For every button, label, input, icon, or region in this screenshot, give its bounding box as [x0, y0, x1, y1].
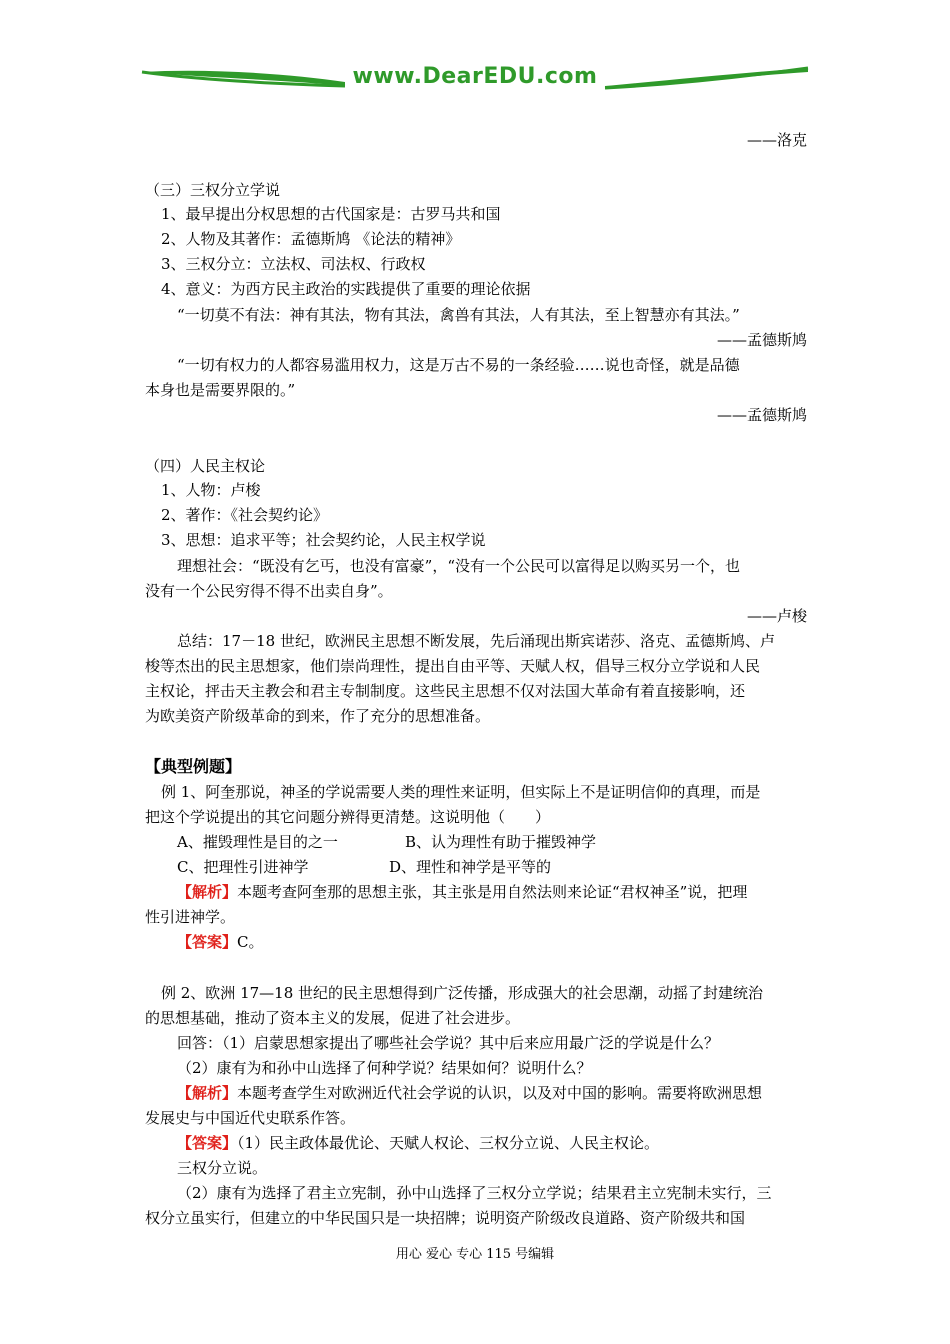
options-row — [177, 856, 551, 878]
ideal-society-text: 理想社会：“既没有乞丐，也没有富豪”，“没有一个公民可以富得足以购买另一个，也 — [177, 557, 741, 575]
example-2-answer — [177, 1132, 659, 1154]
ideal-society-text-cont: 没有一个公民穷得不得不出卖自身”。 — [145, 582, 393, 600]
answer-text: C。 — [237, 933, 264, 951]
list-item: 2、著作：《社会契约论》 — [161, 506, 329, 524]
option-d: D、理性和神学是平等的 — [389, 858, 552, 876]
quote-montesquieu-2-cont: 本身也是需要界限的。” — [145, 381, 296, 399]
list-item: 3、三权分立：立法权、司法权、行政权 — [161, 255, 426, 273]
example-2-prompt-2: （2）康有为和孙中山选择了何种学说？结果如何？说明什么？ — [177, 1059, 592, 1077]
answer-label: 【答案】 — [177, 933, 238, 951]
answer-label: 【答案】 — [177, 1134, 238, 1152]
summary-paragraph: 梭等杰出的民主思想家，他们崇尚理性，提出自由平等、天赋人权，倡导三权分立学说和人民 — [145, 657, 761, 675]
analysis-text: 本题考查学生对欧洲近代社会学说的认识，以及对中国的影响。需要将欧洲思想 — [237, 1084, 763, 1102]
attribution-rousseau: ——卢梭 — [746, 607, 807, 625]
list-item: 1、人物：卢梭 — [161, 481, 261, 499]
example-2-prompt-1: 回答：（1）启蒙思想家提出了哪些社会学说？其中后来应用最广泛的学说是什么？ — [177, 1034, 720, 1052]
attribution-montesquieu: ——孟德斯鸠 — [716, 406, 807, 424]
example-2-question: 例 2、欧洲 17—18 世纪的民主思想得到广泛传播，形成强大的社会思潮，动摇了封建统治 — [161, 984, 764, 1002]
attribution-montesquieu: ——孟德斯鸠 — [716, 331, 807, 349]
quote-montesquieu-1: “一切莫不有法：神有其法，物有其法，禽兽有其法，人有其法，至上智慧亦有其法。” — [177, 306, 740, 324]
example-2-analysis — [177, 1082, 762, 1104]
header-banner — [140, 62, 810, 94]
list-item: 3、思想：追求平等；社会契约论，人民主权学说 — [161, 531, 486, 549]
example-1-question-cont: 把这个学说提出的其它问题分辨得更清楚。这说明他（ ） — [145, 808, 551, 826]
summary-paragraph: 为欧美资产阶级革命的到来，作了充分的思想准备。 — [145, 707, 491, 725]
example-2-answer-cont: 权分立虽实行，但建立的中华民国只是一块招牌；说明资产阶级改良道路、资产阶级共和国 — [145, 1209, 746, 1227]
section-title-popular-sovereignty: （四）人民主权论 — [145, 457, 266, 475]
analysis-label: 【解析】 — [177, 883, 238, 901]
option-a: A、摧毁理性是目的之一 — [177, 833, 338, 851]
analysis-text: 本题考查阿奎那的思想主张，其主张是用自然法则来论证“君权神圣”说，把理 — [237, 883, 748, 901]
example-1-analysis-cont: 性引进神学。 — [145, 908, 236, 926]
example-1-question: 例 1、阿奎那说，神圣的学说需要人类的理性来证明，但实际上不是证明信仰的真理，而是 — [161, 783, 761, 801]
quote-montesquieu-2: “一切有权力的人都容易滥用权力，这是万古不易的一条经验……说也奇怪，就是品德 — [177, 356, 740, 374]
example-1-answer — [177, 931, 264, 953]
site-logo[interactable]: www.DearEDU.com — [352, 64, 598, 89]
summary-paragraph: 主权论，抨击天主教会和君主专制制度。这些民主思想不仅对法国大革命有着直接影响，还 — [145, 682, 746, 700]
summary-paragraph: 总结：17－18 世纪，欧洲民主思想不断发展，先后涌现出斯宾诺莎、洛克、孟德斯鸠、卢 — [177, 632, 775, 650]
attribution-locke: ——洛克 — [746, 131, 807, 149]
option-c: C、把理性引进神学 — [177, 858, 309, 876]
list-item: 1、最早提出分权思想的古代国家是：古罗马共和国 — [161, 205, 501, 223]
example-2-analysis-cont: 发展史与中国近代史联系作答。 — [145, 1109, 356, 1127]
answer-text: （1）民主政体最优论、天赋人权论、三权分立说、人民主权论。 — [237, 1134, 660, 1152]
page-footer: 用心 爱心 专心 115 号编辑 — [395, 1247, 555, 1262]
example-2-answer-cont: 三权分立说。 — [177, 1159, 268, 1177]
examples-heading: 【典型例题】 — [145, 757, 242, 776]
section-title-separation-of-powers: （三）三权分立学说 — [145, 181, 281, 199]
example-2-answer-cont: （2）康有为选择了君主立宪制，孙中山选择了三权分立学说；结果君主立宪制未实行，三 — [177, 1184, 772, 1202]
example-2-question-cont: 的思想基础，推动了资本主义的发展，促进了社会进步。 — [145, 1009, 521, 1027]
example-1-analysis — [177, 881, 747, 903]
list-item: 4、意义：为西方民主政治的实践提供了重要的理论依据 — [161, 280, 531, 298]
options-row — [177, 831, 596, 853]
option-b: B、认为理性有助于摧毁神学 — [405, 833, 597, 851]
list-item: 2、人物及其著作：孟德斯鸠 《论法的精神》 — [161, 230, 461, 248]
analysis-label: 【解析】 — [177, 1084, 238, 1102]
